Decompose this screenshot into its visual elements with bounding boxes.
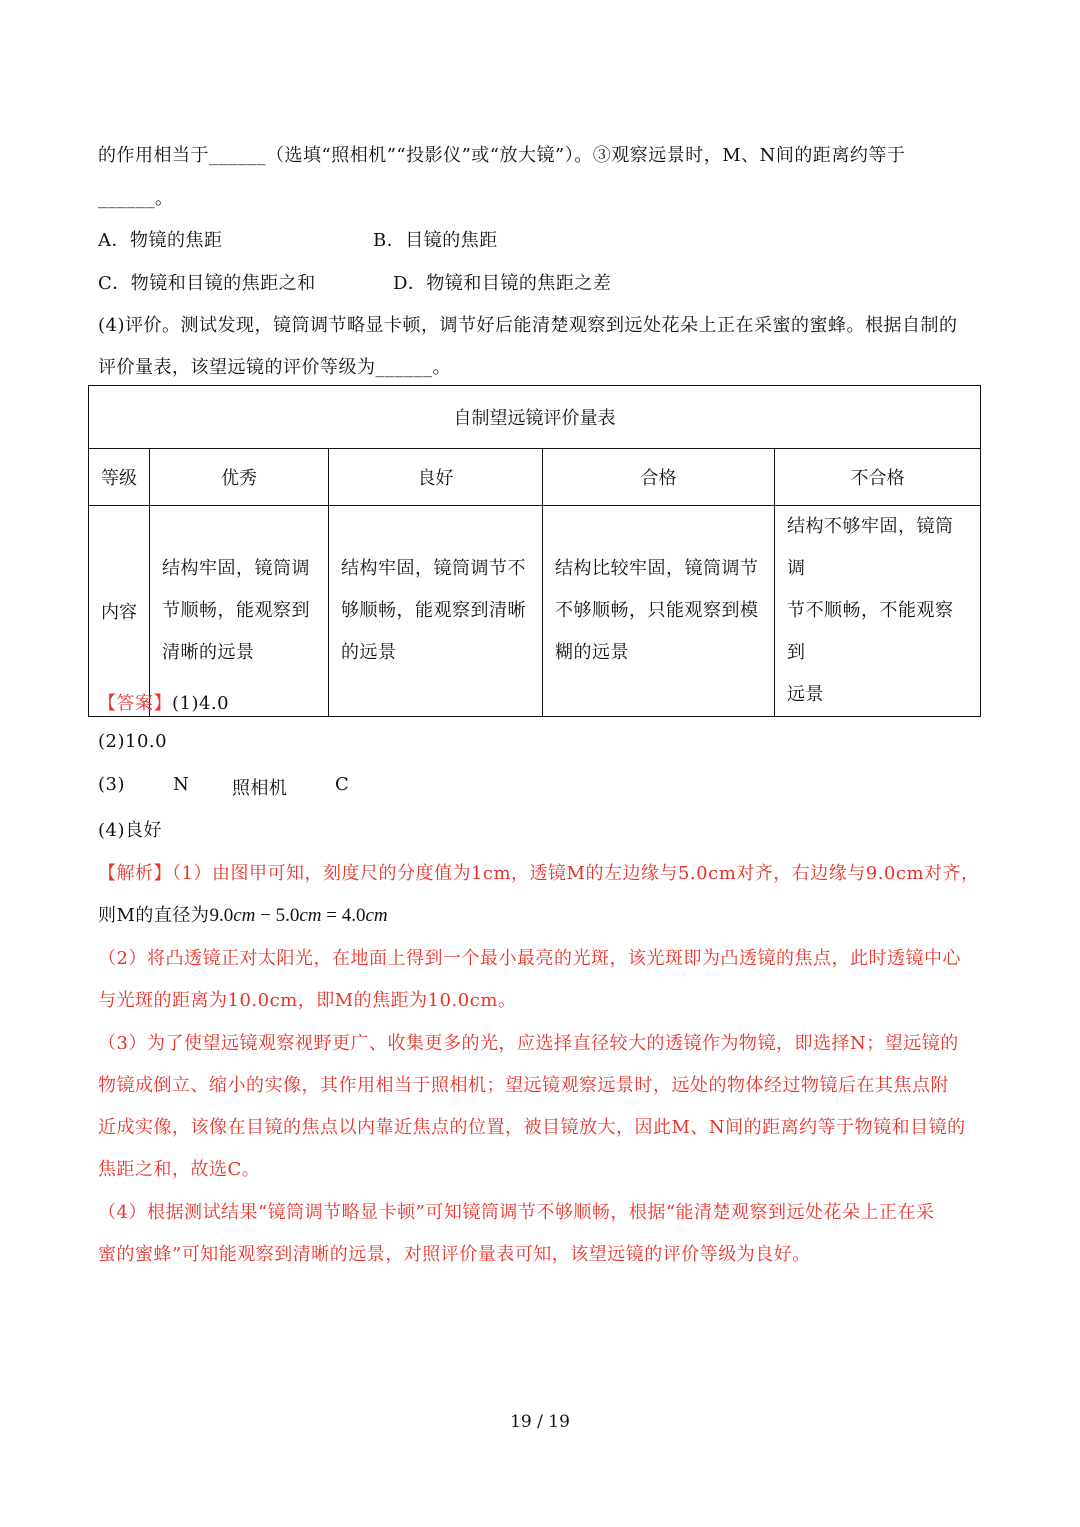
equation-operator: − [255,905,276,926]
table-cell [775,506,981,717]
table-header-cell: 良好 [329,449,543,506]
table-row-label: 内容 [89,506,150,717]
equation-term: 4.0 [341,905,366,926]
cell-line: 够顺畅，能观察到清晰 [341,600,526,621]
analysis-line: 物镜成倒立、缩小的实像，其作用相当于照相机；望远镜观察远景时，远处的物体经过物镜后在其焦点附 [98,1075,949,1096]
answer-3-part: N [173,774,190,795]
table-header-cell: 合格 [543,449,775,506]
table-header-cell: 不合格 [775,449,981,506]
answer-label: 【答案】 [98,693,172,714]
cell-line: 不够顺畅，只能观察到模 [555,600,759,621]
cell-line: 糊的远景 [555,642,629,663]
option-b: B．目镜的焦距 [373,230,498,251]
table-title: 自制望远镜评价量表 [89,386,981,449]
option-d: D．物镜和目镜的焦距之差 [393,273,612,294]
analysis-line: （3）为了使望远镜观察视野更广、收集更多的光，应选择直径较大的透镜作为物镜，即选择N；望远镜的 [98,1033,959,1054]
option-a: A．物镜的焦距 [98,230,223,251]
answer-2: (2)10.0 [98,731,168,752]
cell-line: 结构不够牢固，镜筒调 [787,516,954,579]
question-part4-line: 评价量表，该望远镜的评价等级为______。 [98,357,451,378]
cell-line: 结构牢固，镜筒调 [162,558,310,579]
table-cell [329,506,543,717]
analysis-line: （4）根据测试结果“镜筒调节略显卡顿”可知镜筒调节不够顺畅，根据“能清楚观察到远处花朵上正在采 [98,1202,935,1223]
analysis-text: 则M的直径为 [98,905,210,926]
analysis-line: 近成实像，该像在目镜的焦点以内靠近焦点的位置，被目镜放大，因此M、N间的距离约等于物镜和目镜的 [98,1117,966,1138]
equation-operator: = [321,905,342,926]
answer-3-part: C [335,774,350,795]
table-header-cell: 等级 [89,449,150,506]
cell-line: 节顺畅，能观察到 [162,600,310,621]
table-header-cell: 优秀 [150,449,329,506]
analysis-label: 【解析】 [98,863,172,884]
diameter-equation [209,905,387,926]
answer-4: (4)良好 [98,820,162,841]
question-part4-line: (4)评价。测试发现，镜筒调节略显卡顿，调节好后能清楚观察到远处花朵上正在采蜜的蜜蜂。根据自制的 [98,315,958,336]
table-cell [150,506,329,717]
cell-line: 节不顺畅，不能观察到 [787,600,954,663]
cell-line: 结构比较牢固，镜筒调节 [555,558,759,579]
equation-unit: cm [299,905,322,926]
equation-term: 9.0 [209,905,234,926]
question-text-line: ______。 [98,188,174,209]
answer-line [98,689,229,715]
analysis-text: （1）由图甲可知，刻度尺的分度值为1cm，透镜M的左边缘与5.0cm对齐，右边缘与9.0cm对齐， [172,863,980,884]
analysis-line [98,859,980,885]
option-c: C．物镜和目镜的焦距之和 [98,273,316,294]
answer-3-part: 照相机 [232,778,288,799]
page-number: 19 / 19 [510,1412,570,1432]
equation-unit: cm [233,905,256,926]
analysis-equation-line [98,901,388,927]
equation-unit: cm [365,905,388,926]
analysis-line: 焦距之和，故选C。 [98,1159,261,1180]
cell-line: 清晰的远景 [162,642,255,663]
answer-1: (1)4.0 [172,693,230,714]
question-text-line: 的作用相当于______（选填“照相机”“投影仪”或“放大镜”）。③观察远景时，M、N间的距离约等于 [98,145,906,166]
cell-line: 结构牢固，镜筒调节不 [341,558,526,579]
equation-term: 5.0 [275,905,300,926]
analysis-line: 蜜的蜜蜂”可知能观察到清晰的远景，对照评价量表可知，该望远镜的评价等级为良好。 [98,1244,811,1265]
answer-3-line [98,774,125,795]
cell-line: 远景 [787,684,824,705]
analysis-line: （2）将凸透镜正对太阳光，在地面上得到一个最小最亮的光斑，该光斑即为凸透镜的焦点，此时透镜中心 [98,948,961,969]
answer-3-number: (3) [98,774,125,795]
analysis-line: 与光斑的距离为10.0cm，即M的焦距为10.0cm。 [98,990,517,1011]
evaluation-rubric-table [88,385,981,717]
cell-line: 的远景 [341,642,397,663]
table-cell [543,506,775,717]
